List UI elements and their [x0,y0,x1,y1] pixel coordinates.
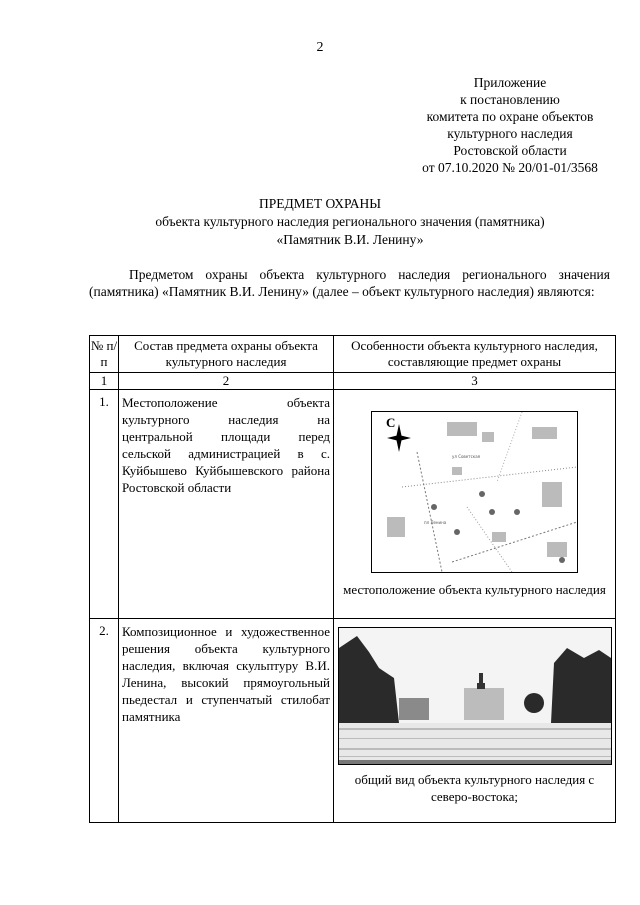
table-index-row [90,373,616,390]
document-subtitle-monument: «Памятник В.И. Ленину» [276,232,424,247]
intro-paragraph: Предметом охраны объекта культурного наследия регионального значения (памятника) «Памятник В.И. Ленину» (далее – объект культурного наследия) являются: [89,267,610,299]
svg-text:ул Советская: ул Советская [452,454,481,459]
row-features [334,390,616,619]
table-header-row [90,336,616,373]
approval-line: Приложение [473,75,547,90]
header-features: Особенности объекта культурного наследия, составляющие предмет охраны [334,336,616,373]
document-subtitle: объекта культурного наследия регионального значения (памятника) [155,214,545,229]
table-row [90,619,616,823]
index-cell: 1 [90,373,119,390]
protection-table [89,335,616,823]
row-number: 2. [90,619,119,823]
location-map [371,411,578,573]
photo-drawing [339,628,611,764]
row-features [334,619,616,823]
photo-caption: общий вид объекта культурного наследия с северо-востока; [354,772,595,804]
approval-line: от 07.10.2020 № 20/01-01/3568 [422,160,598,175]
index-cell: 2 [119,373,334,390]
approval-line: к постановлению [460,92,560,107]
map-drawing [372,412,577,572]
monument-photo [338,627,612,765]
table-row [90,390,616,619]
approval-line: культурного наследия [447,126,573,141]
approval-line: комитета по охране объектов [426,109,594,124]
approval-block [385,74,635,176]
approval-line: Ростовской области [453,143,567,158]
row-description: Местоположение объекта культурного наследия на центральной площади перед сельской администрацией в с. Куйбышево Куйбышевского района Ростовской области [119,390,334,619]
index-cell: 3 [334,373,616,390]
header-num: № п/п [90,336,119,373]
row-description: Композиционное и художественное решения объекта культурного наследия, включая скульптуру В.И. Ленина, высокий прямоугольный пьедестал и ступенчатый стилобат памятника [119,619,334,823]
compass-letter: С [386,415,396,430]
map-caption: местоположение объекта культурного наследия [343,582,606,597]
svg-text:пл Ленина: пл Ленина [424,520,447,525]
document-title: ПРЕДМЕТ ОХРАНЫ [258,196,382,211]
row-number: 1. [90,390,119,619]
header-composition: Состав предмета охраны объекта культурного наследия [119,336,334,373]
page-number: 2 [316,40,324,55]
